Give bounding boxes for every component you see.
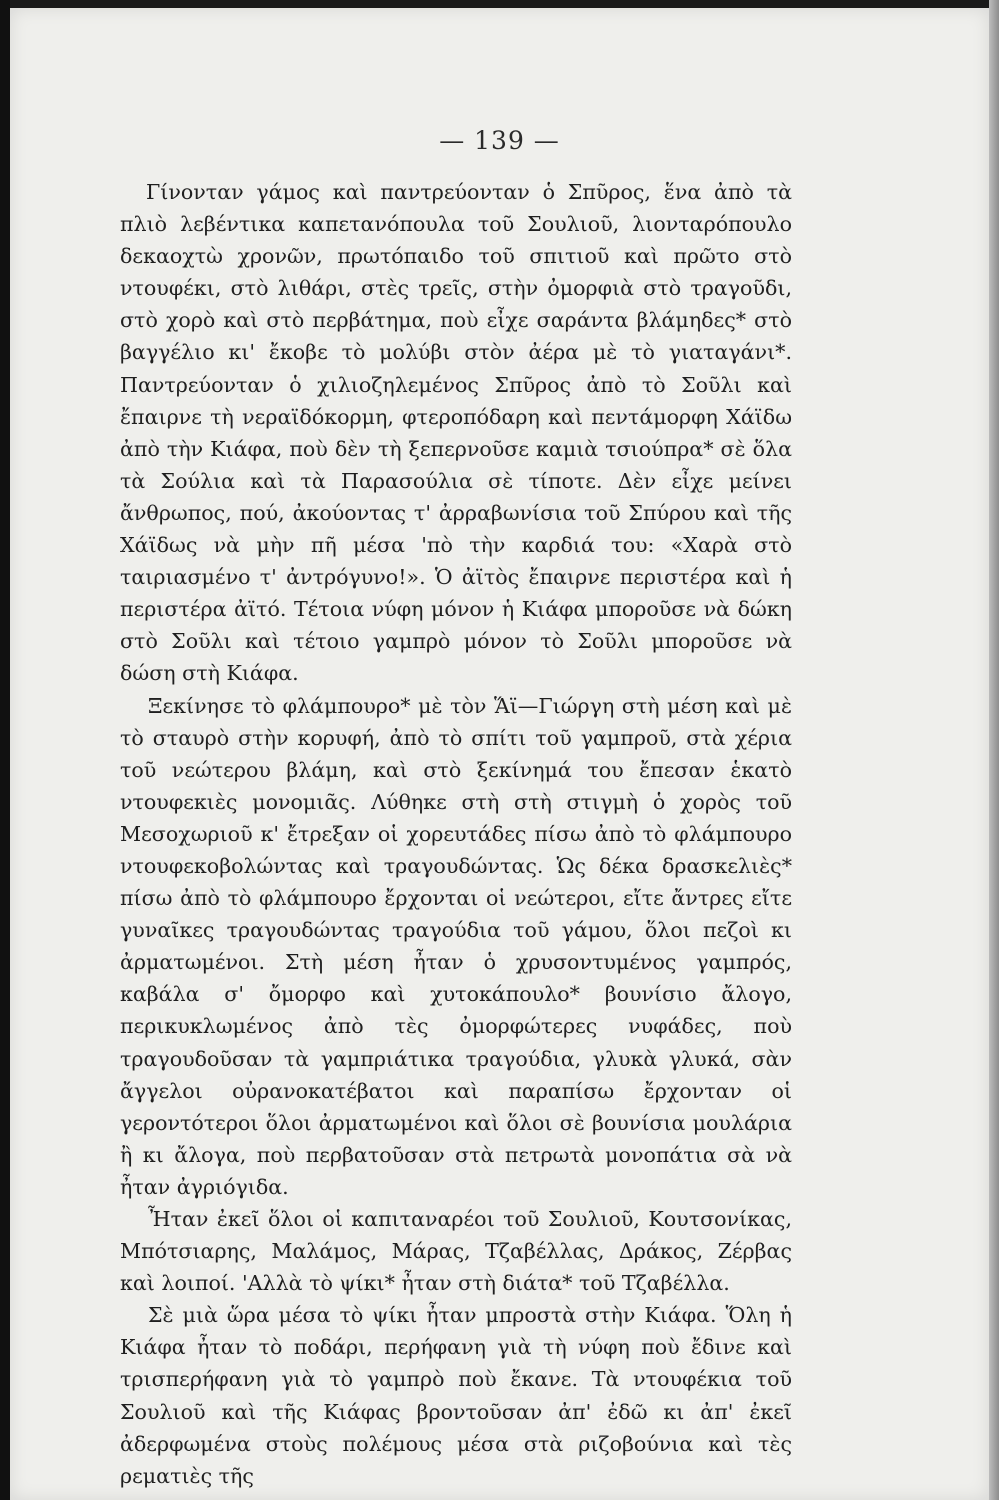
- paragraph-1: Γίνονταν γάμος καὶ παντρεύονταν ὁ Σπῦρος, ἕνα ἀπὸ τὰ πλιὸ λεβέντικα καπετανόπουλα τοῦ Σουλιοῦ, λιονταρόπουλο δεκαοχτὼ χρονῶν, πρωτόπαιδο τοῦ σπιτιοῦ καὶ πρῶτο στὸ ντουφέκι, στὸ λιθάρι, στὲς τρεῖς, στὴν ὀμορφιὰ στὸ τραγοῦδι, στὸ χορὸ καὶ στὸ περβάτημα, ποὺ εἶχε σαράντα βλάμηδες* στὸ βαγγέλιο κι' ἔκοβε τὸ μολύβι στὸν ἀέρα μὲ τὸ γιαταγάνι*. Παντρεύονταν ὁ χιλιοζηλεμένος Σπῦρος ἀπὸ τὸ Σοῦλι καὶ ἔπαιρνε τὴ νεραϊδόκορμη, φτεροπόδαρη καὶ πεντάμορφη Χάϊδω ἀπὸ τὴν Κιάφα, ποὺ δὲν τὴ ξεπερνοῦσε καμιὰ τσιούπρα* σὲ ὅλα τὰ Σούλια καὶ τὰ Παρασούλια σὲ τίποτε. Δὲν εἶχε μείνει ἄνθρωπος, πού, ἀκούοντας τ' ἀρραβωνίσια τοῦ Σπύρου καὶ τῆς Χάϊδως νὰ μὴν πῆ μέσα 'πὸ τὴν καρδιά του: «Χαρὰ στὸ ταιριασμένο τ' ἀντρόγυνο!». Ὁ ἀϊτὸς ἔπαιρνε περιστέρα καὶ ἡ περιστέρα ἀϊτό. Τέτοια νύφη μόνον ἡ Κιάφα μποροῦσε νὰ δώκη στὸ Σοῦλι καὶ τέτοιο γαμπρὸ μόνον τὸ Σοῦλι μποροῦσε νὰ δώση στὴ Κιάφα.: [120, 180, 792, 686]
- book-page: [10, 8, 989, 1500]
- paragraph-3: Ἦταν ἐκεῖ ὅλοι οἱ καπιταναρέοι τοῦ Σουλιοῦ, Κουτσονίκας, Μπότσιαρης, Μαλάμος, Μάρας, Τζαβέλλας, Δράκος, Ζέρβας καὶ λοιποί. 'Αλλὰ τὸ ψίκι* ἦταν στὴ διάτα* τοῦ Τζαβέλλα.: [120, 1207, 792, 1296]
- page-number: — 139 —: [439, 126, 560, 155]
- scan-left-edge: [0, 0, 10, 1500]
- paragraph-2: Ξεκίνησε τὸ φλάμπουρο* μὲ τὸν Ἅϊ—Γιώργη στὴ μέση καὶ μὲ τὸ σταυρὸ στὴν κορυφή, ἀπὸ τὸ σπίτι τοῦ γαμπροῦ, στὰ χέρια τοῦ νεώτερου βλάμη, καὶ στὸ ξεκίνημά του ἔπεσαν ἑκατὸ ντουφεκιὲς μονομιᾶς. Λύθηκε στὴ στὴ στιγμὴ ὁ χορὸς τοῦ Μεσοχωριοῦ κ' ἔτρεξαν οἱ χορευτάδες πίσω ἀπὸ τὸ φλάμπουρο ντουφεκοβολώντας καὶ τραγουδώντας. Ὡς δέκα δρασκελιὲς* πίσω ἀπὸ τὸ φλάμπουρο ἔρχονται οἱ νεώτεροι, εἴτε ἄντρες εἴτε γυναῖκες τραγουδώντας τραγούδια τοῦ γάμου, ὅλοι πεζοὶ κι ἀρματωμένοι. Στὴ μέση ἦταν ὁ χρυσοντυμένος γαμπρός, καβάλα σ' ὄμορφο καὶ χυτοκάπουλο* βουνίσιο ἄλογο, περικυκλωμένος ἀπὸ τὲς ὀμορφώτερες νυφάδες, ποὺ τραγουδοῦσαν τὰ γαμπριάτικα τραγούδια, γλυκὰ γλυκά, σὰν ἄγγελοι οὐρανοκατέβατοι καὶ παραπίσω ἔρχονταν οἱ γεροντότεροι ὅλοι ἀρματωμένοι καὶ ὅλοι σὲ βουνίσια μουλάρια ἢ κι ἄλογα, ποὺ περβατοῦσαν στὰ πετρωτὰ μονοπάτια σὰ νὰ ἦταν ἀγριόγιδα.: [120, 693, 792, 1199]
- body-text: [120, 176, 792, 1492]
- scan-right-edge: [989, 0, 999, 1500]
- paragraph-4: Σὲ μιὰ ὥρα μέσα τὸ ψίκι ἦταν μπροστὰ στὴν Κιάφα. Ὅλη ἡ Κιάφα ἦταν τὸ ποδάρι, περήφανη γιὰ τὴ νύφη ποὺ ἔδινε καὶ τρισπερήφανη γιὰ τὸ γαμπρὸ ποὺ ἔκανε. Τὰ ντουφέκια τοῦ Σουλιοῦ καὶ τῆς Κιάφας βροντοῦσαν ἀπ' ἐδῶ κι ἀπ' ἐκεῖ ἀδερφωμένα στοὺς πολέμους μέσα στὰ ριζοβούνια καὶ τὲς ρεματιὲς τῆς: [120, 1303, 792, 1488]
